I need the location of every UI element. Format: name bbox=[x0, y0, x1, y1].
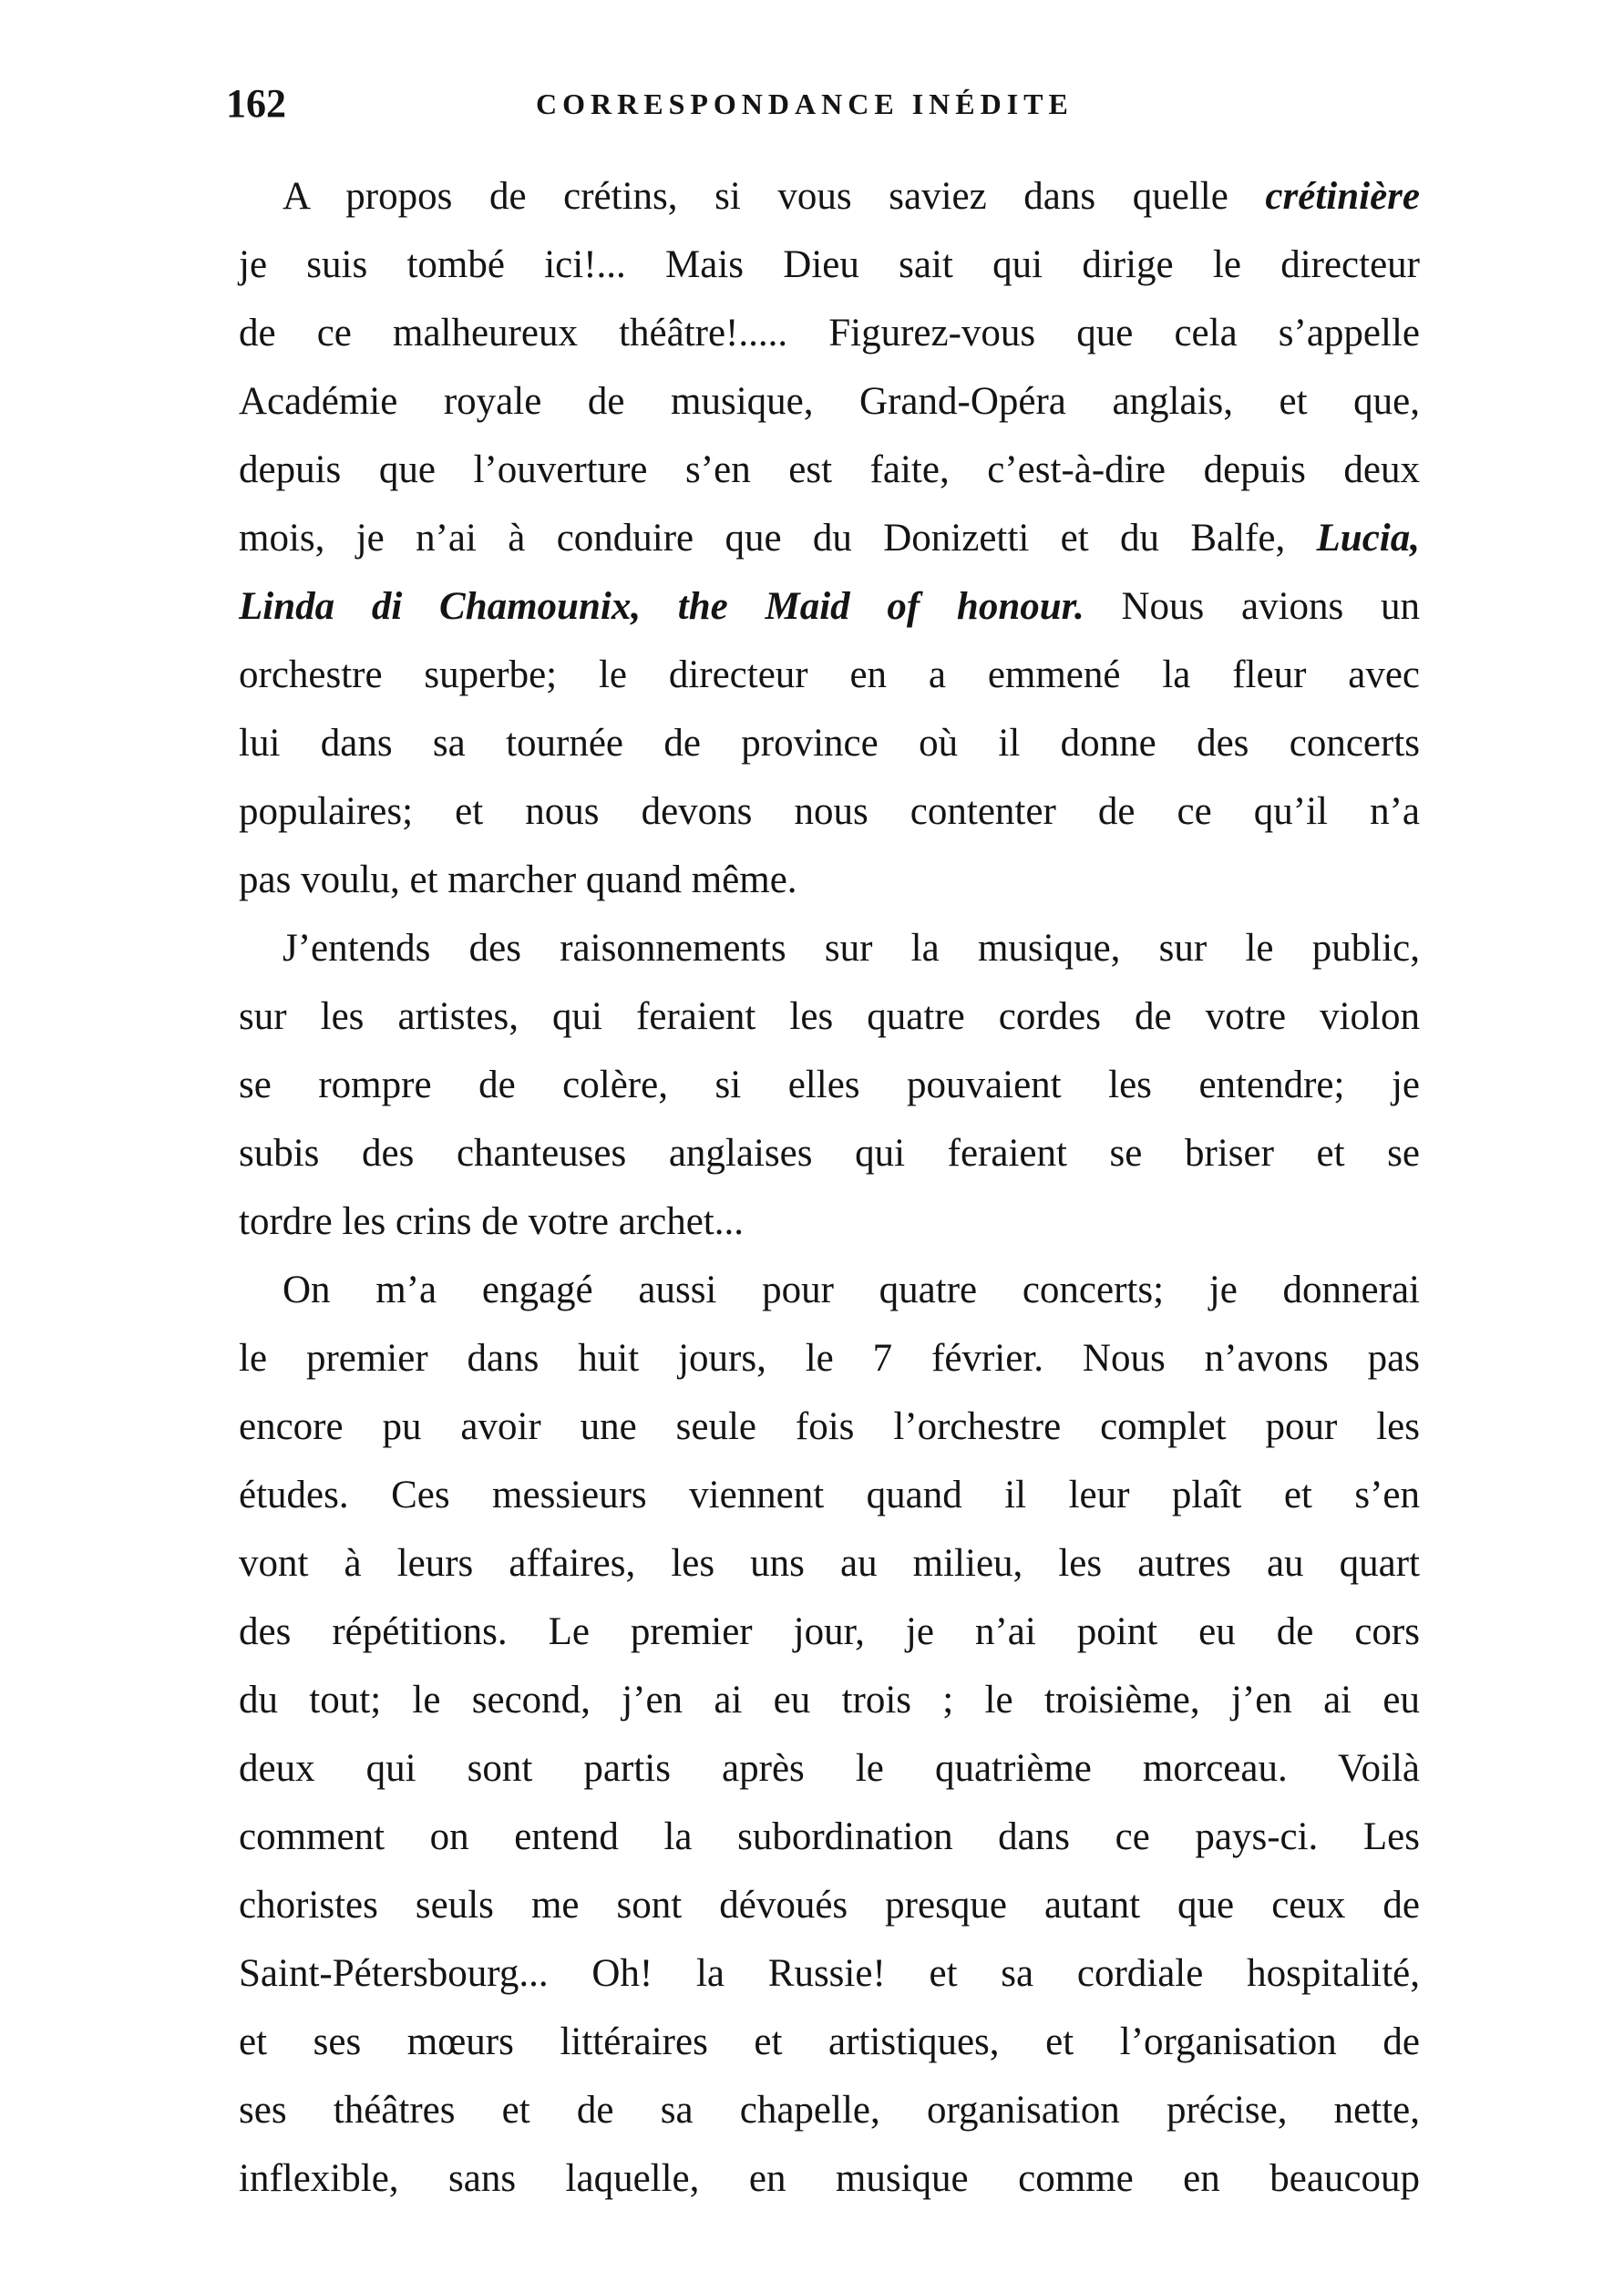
text-span: tordre les crins de votre archet... bbox=[239, 1200, 744, 1243]
text-line bbox=[239, 1734, 1420, 1803]
text-line bbox=[239, 1051, 1420, 1119]
text-line bbox=[239, 777, 1420, 846]
text-span: lui dans sa tournée de province où il donne des concerts bbox=[239, 722, 1420, 765]
text-line bbox=[239, 2008, 1420, 2076]
text-line bbox=[239, 1461, 1420, 1529]
running-title: CORRESPONDANCE INÉDITE bbox=[536, 87, 1074, 120]
text-span: ses théâtres et de sa chapelle, organisation précise, nette, bbox=[239, 2089, 1420, 2132]
text-span: choristes seuls me sont dévoués presque autant que ceux de bbox=[239, 1884, 1420, 1927]
text-span: Académie royale de musique, Grand-Opéra anglais, et que, bbox=[239, 380, 1420, 423]
text-span: des répétitions. Le premier jour, je n’ai point eu de cors bbox=[239, 1610, 1420, 1653]
text-line bbox=[239, 162, 1420, 231]
text-line bbox=[239, 1871, 1420, 1939]
text-line bbox=[239, 1666, 1420, 1734]
page-body bbox=[239, 162, 1420, 2213]
text-span: le premier dans huit jours, le 7 février. Nous n’avons pas bbox=[239, 1337, 1420, 1380]
text-line bbox=[239, 1393, 1420, 1461]
text-span: vont à leurs affaires, les uns au milieu, les autres au quart bbox=[239, 1542, 1420, 1585]
text-span: comment on entend la subordination dans ce pays-ci. Les bbox=[239, 1815, 1420, 1858]
text-span: orchestre superbe; le directeur en a emmené la fleur avec bbox=[239, 653, 1420, 696]
text-line bbox=[239, 1324, 1420, 1393]
text-line bbox=[239, 2076, 1420, 2144]
text-span: encore pu avoir une seule fois l’orchestre complet pour les bbox=[239, 1405, 1420, 1448]
text-span: subis des chanteuses anglaises qui feraient se briser et se bbox=[239, 1132, 1420, 1175]
text-line bbox=[239, 299, 1420, 367]
text-line bbox=[239, 1598, 1420, 1666]
text-line bbox=[239, 1119, 1420, 1187]
text-span: sur les artistes, qui feraient les quatre cordes de votre violon bbox=[239, 995, 1420, 1038]
text-span: pas voulu, et marcher quand même. bbox=[239, 858, 797, 901]
text-line bbox=[239, 982, 1420, 1051]
text-line bbox=[239, 1256, 1420, 1324]
italic-title: Linda di Chamounix, the Maid of honour. bbox=[239, 585, 1084, 628]
text-span: et ses mœurs littéraires et artistiques, et l’organisation de bbox=[239, 2020, 1420, 2063]
text-span: études. Ces messieurs viennent quand il leur plaît et s’en bbox=[239, 1474, 1420, 1516]
text-span: On m’a engagé aussi pour quatre concerts; je donnerai bbox=[283, 1269, 1420, 1311]
page-header bbox=[226, 80, 1422, 126]
text-line bbox=[239, 1187, 1420, 1256]
text-line bbox=[239, 231, 1420, 299]
text-line bbox=[239, 572, 1420, 641]
text-span: populaires; et nous devons nous contenter de ce qu’il n’a bbox=[239, 790, 1420, 833]
text-line bbox=[239, 709, 1420, 777]
text-line bbox=[239, 367, 1420, 436]
italic-title: Lucia, bbox=[1316, 517, 1420, 560]
text-line bbox=[239, 846, 1420, 914]
text-span: Saint-Pétersbourg... Oh! la Russie! et sa cordiale hospitalité, bbox=[239, 1952, 1420, 1995]
text-span: Nous avions un bbox=[1084, 585, 1420, 628]
text-span: je suis tombé ici!... Mais Dieu sait qui dirige le directeur bbox=[239, 243, 1420, 286]
italic-title: crétinière bbox=[1265, 175, 1420, 218]
text-line bbox=[239, 1939, 1420, 2008]
text-span: du tout; le second, j’en ai eu trois ; le troisième, j’en ai eu bbox=[239, 1679, 1420, 1722]
text-line bbox=[239, 641, 1420, 709]
text-span: J’entends des raisonnements sur la musique, sur le public, bbox=[283, 927, 1420, 970]
text-line bbox=[239, 2144, 1420, 2213]
text-line bbox=[239, 504, 1420, 572]
text-span: de ce malheureux théâtre!..... Figurez-vous que cela s’appelle bbox=[239, 312, 1420, 355]
text-span: inflexible, sans laquelle, en musique comme en beaucoup bbox=[239, 2157, 1420, 2200]
text-span: depuis que l’ouverture s’en est faite, c’est-à-dire depuis deux bbox=[239, 448, 1420, 491]
paragraph bbox=[239, 914, 1420, 1256]
text-span: deux qui sont partis après le quatrième morceau. Voilà bbox=[239, 1747, 1420, 1790]
text-line bbox=[239, 1529, 1420, 1598]
text-line bbox=[239, 1803, 1420, 1871]
text-span: se rompre de colère, si elles pouvaient les entendre; je bbox=[239, 1064, 1420, 1106]
text-line bbox=[239, 436, 1420, 504]
text-span: A propos de crétins, si vous saviez dans quelle bbox=[283, 175, 1266, 218]
text-line bbox=[239, 914, 1420, 982]
paragraph bbox=[239, 162, 1420, 914]
paragraph bbox=[239, 1256, 1420, 2213]
text-span: mois, je n’ai à conduire que du Donizetti et du Balfe, bbox=[239, 517, 1317, 560]
page-number: 162 bbox=[226, 81, 286, 126]
